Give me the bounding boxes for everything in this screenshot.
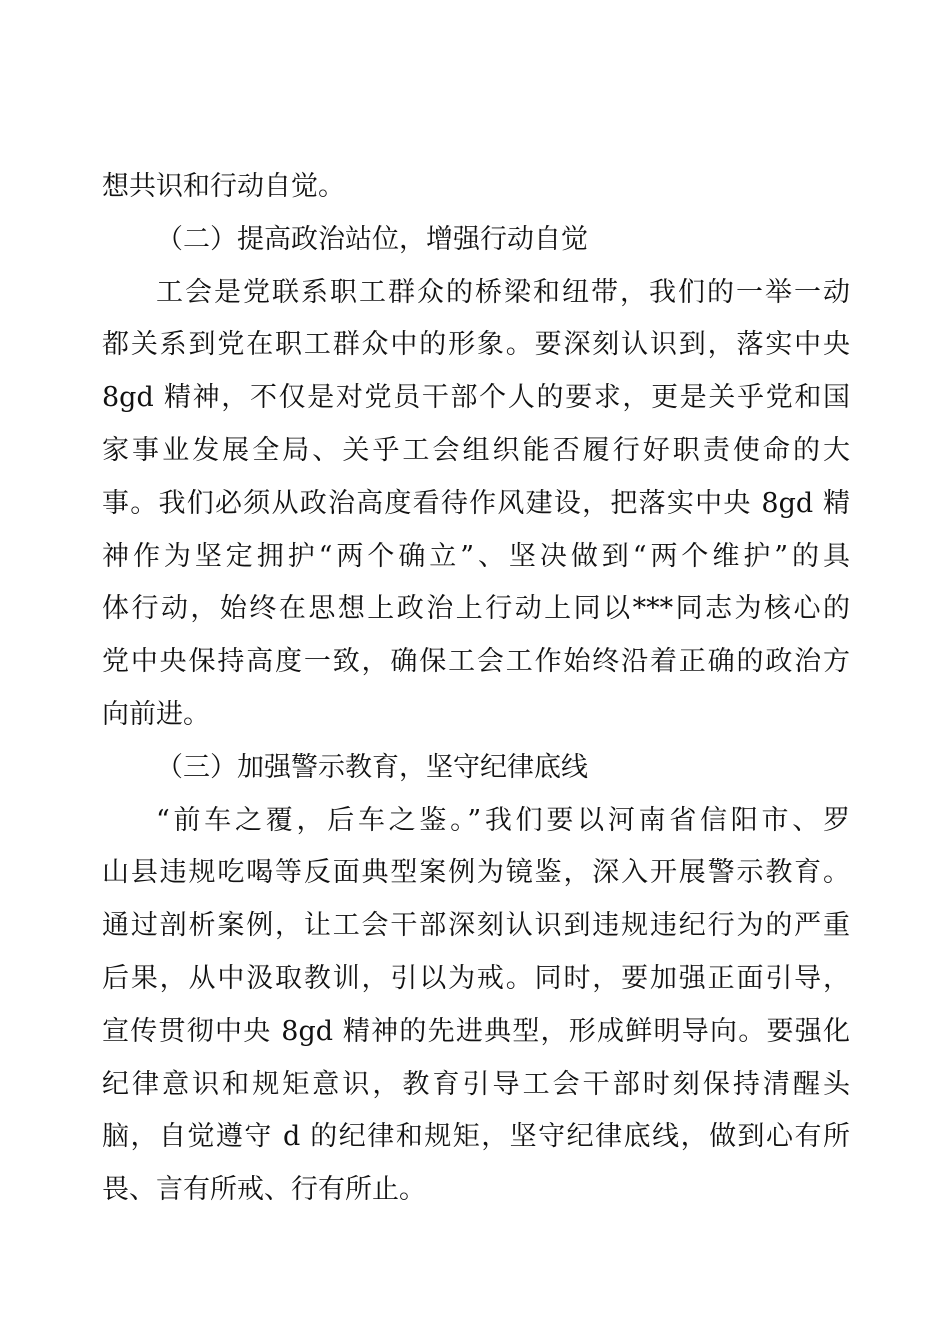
text-line: 党中央保持高度一致，确保工会工作始终沿着正确的政治方 bbox=[102, 646, 850, 677]
text-line: 想共识和行动自觉。 bbox=[102, 171, 345, 202]
text-line: “前车之覆，后车之鉴。”我们要以河南省信阳市、罗 bbox=[156, 805, 850, 836]
text-line: 后果，从中汲取教训，引以为戒。同时，要加强正面引导， bbox=[102, 963, 850, 994]
text-line: 畏、言有所戒、行有所止。 bbox=[102, 1174, 426, 1205]
text-line: 脑，自觉遵守 d 的纪律和规矩，坚守纪律底线，做到心有所 bbox=[102, 1121, 850, 1152]
text-line: 神作为坚定拥护“两个确立”、坚决做到“两个维护”的具 bbox=[102, 541, 850, 572]
section-heading: （三）加强警示教育，坚守纪律底线 bbox=[156, 752, 588, 783]
section-heading: （二）提高政治站位，增强行动自觉 bbox=[156, 224, 588, 255]
text-line: 体行动，始终在思想上政治上行动上同以***同志为核心的 bbox=[102, 593, 850, 624]
text-line: 8gd 精神，不仅是对党员干部个人的要求，更是关乎党和国 bbox=[102, 382, 850, 413]
text-line: 通过剖析案例，让工会干部深刻认识到违规违纪行为的严重 bbox=[102, 910, 850, 941]
text-line: 工会是党联系职工群众的桥梁和纽带，我们的一举一动 bbox=[156, 277, 850, 308]
text-line: 纪律意识和规矩意识，教育引导工会干部时刻保持清醒头 bbox=[102, 1069, 850, 1100]
text-line: 向前进。 bbox=[102, 699, 210, 730]
text-line: 家事业发展全局、关乎工会组织能否履行好职责使命的大 bbox=[102, 435, 850, 466]
text-line: 山县违规吃喝等反面典型案例为镜鉴，深入开展警示教育。 bbox=[102, 857, 850, 888]
text-line: 都关系到党在职工群众中的形象。要深刻认识到，落实中央 bbox=[102, 329, 850, 360]
text-line: 事。我们必须从政治高度看待作风建设，把落实中央 8gd 精 bbox=[102, 488, 850, 519]
text-line: 宣传贯彻中央 8gd 精神的先进典型，形成鲜明导向。要强化 bbox=[102, 1016, 850, 1047]
